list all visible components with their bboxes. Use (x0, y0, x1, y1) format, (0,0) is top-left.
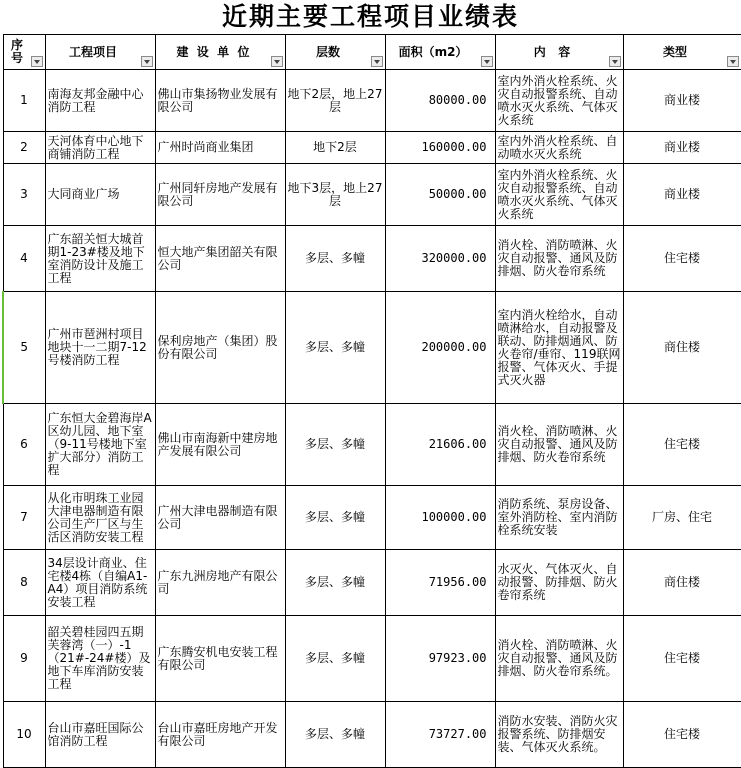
cell-area[interactable]: 80000.00 (385, 70, 495, 132)
cell-client[interactable]: 广州大津电器制造有限公司 (155, 486, 285, 550)
cell-client[interactable]: 广东腾安机电安装工程有限公司 (155, 616, 285, 702)
cell-content[interactable]: 消火栓、消防喷淋、火灾自动报警、通风及防排烟、防火卷帘系统 (495, 226, 623, 292)
cell-floors[interactable]: 多层、多幢 (285, 550, 385, 616)
table-row (3, 616, 741, 702)
cell-content[interactable]: 消防水安装、消防火灾报警系统、防排烟安装、气体灭火系统。 (495, 702, 623, 768)
cell-type[interactable]: 住宅楼 (623, 616, 741, 702)
cell-area[interactable]: 21606.00 (385, 404, 495, 486)
table-row (3, 226, 741, 292)
cell-type[interactable]: 商业楼 (623, 164, 741, 226)
cell-no[interactable]: 5 (3, 292, 45, 404)
cell-area[interactable]: 97923.00 (385, 616, 495, 702)
header-project: 工程项目 (45, 35, 155, 70)
filter-dropdown-icon[interactable] (141, 56, 153, 67)
cell-no[interactable]: 9 (3, 616, 45, 702)
cell-area[interactable]: 73727.00 (385, 702, 495, 768)
cell-floors[interactable]: 多层、多幢 (285, 292, 385, 404)
cell-client[interactable]: 保利房地产（集团）股份有限公司 (155, 292, 285, 404)
cell-content[interactable]: 室内消火栓给水，自动喷淋给水，自动报警及联动、防排烟通风、防火卷帘/垂帘、119联网报警、气体灭火、手提式灭火器 (495, 292, 623, 404)
cell-content[interactable]: 消防系统、泵房设备、室外消防栓、室内消防栓系统安装 (495, 486, 623, 550)
cell-project[interactable]: 从化市明珠工业园大津电器制造有限公司生产厂区与生活区消防安装工程 (45, 486, 155, 550)
table-row (3, 702, 741, 768)
header-client: 建 设 单 位 (155, 35, 285, 70)
cell-type[interactable]: 商业楼 (623, 70, 741, 132)
cell-project[interactable]: 广州市琶洲村项目地块十一二期7-12号楼消防工程 (45, 292, 155, 404)
cell-client[interactable]: 佛山市集扬物业发展有限公司 (155, 70, 285, 132)
cell-client[interactable]: 恒大地产集团韶关有限公司 (155, 226, 285, 292)
filter-dropdown-icon[interactable] (31, 56, 43, 67)
cell-content[interactable]: 消火栓、消防喷淋、火灾自动报警、通风及防排烟、防火卷帘系统。 (495, 616, 623, 702)
filter-dropdown-icon[interactable] (727, 56, 739, 67)
cell-project[interactable]: 韶关碧桂园四五期芙蓉湾（一）-1（21#-24#楼）及地下车库消防安装工程 (45, 616, 155, 702)
cell-floors[interactable]: 多层、多幢 (285, 702, 385, 768)
cell-type[interactable]: 商业楼 (623, 132, 741, 164)
header-floors: 层数 (285, 35, 385, 70)
cell-project[interactable]: 天河体育中心地下商铺消防工程 (45, 132, 155, 164)
table-row (3, 550, 741, 616)
cell-content[interactable]: 室内外消火栓系统、火灾自动报警系统、自动喷水灭火系统、气体灭火系统 (495, 164, 623, 226)
cell-client[interactable]: 台山市嘉旺房地产开发有限公司 (155, 702, 285, 768)
cell-area[interactable]: 320000.00 (385, 226, 495, 292)
cell-no[interactable]: 7 (3, 486, 45, 550)
cell-type[interactable]: 商住楼 (623, 550, 741, 616)
cell-content[interactable]: 室内外消火栓系统、自动喷水灭火系统 (495, 132, 623, 164)
header-content: 内 容 (495, 35, 623, 70)
cell-client[interactable]: 佛山市南海新中建房地产发展有限公司 (155, 404, 285, 486)
cell-client[interactable]: 广州时尚商业集团 (155, 132, 285, 164)
cell-floors[interactable]: 地下3层，地上27层 (285, 164, 385, 226)
cell-area[interactable]: 50000.00 (385, 164, 495, 226)
cell-project[interactable]: 广东恒大金碧海岸A区幼儿园、地下室（9-11号楼地下室扩大部分）消防工程 (45, 404, 155, 486)
cell-content[interactable]: 水灭火、气体灭火、自动报警、防排烟、防火卷帘系统 (495, 550, 623, 616)
cell-client[interactable]: 广州同轩房地产发展有限公司 (155, 164, 285, 226)
filter-dropdown-icon[interactable] (371, 56, 383, 67)
header-type: 类型 (623, 35, 741, 70)
cell-floors[interactable]: 地下2层 (285, 132, 385, 164)
cell-area[interactable]: 200000.00 (385, 292, 495, 404)
cell-project[interactable]: 广东韶关恒大城首期1-23#楼及地下室消防设计及施工工程 (45, 226, 155, 292)
cell-floors[interactable]: 多层、多幢 (285, 486, 385, 550)
cell-project[interactable]: 台山市嘉旺国际公馆消防工程 (45, 702, 155, 768)
cell-area[interactable]: 100000.00 (385, 486, 495, 550)
cell-type[interactable]: 厂房、住宅 (623, 486, 741, 550)
cell-content[interactable]: 消火栓、消防喷淋、火灾自动报警、通风及防排烟、防火卷帘系统 (495, 404, 623, 486)
table-row (3, 404, 741, 486)
cell-no[interactable]: 10 (3, 702, 45, 768)
header-area: 面积（m2） (385, 35, 495, 70)
cell-no[interactable]: 1 (3, 70, 45, 132)
table-row (3, 486, 741, 550)
cell-no[interactable]: 2 (3, 132, 45, 164)
cell-type[interactable]: 住宅楼 (623, 226, 741, 292)
table-row (3, 132, 741, 164)
cell-content[interactable]: 室内外消火栓系统、火灾自动报警系统、自动喷水灭火系统、气体灭火系统 (495, 70, 623, 132)
table-row (3, 292, 741, 404)
header-no: 序号 (3, 35, 45, 70)
cell-type[interactable]: 商住楼 (623, 292, 741, 404)
cell-area[interactable]: 160000.00 (385, 132, 495, 164)
cell-client[interactable]: 广东九洲房地产有限公司 (155, 550, 285, 616)
cell-area[interactable]: 71956.00 (385, 550, 495, 616)
cell-project[interactable]: 大同商业广场 (45, 164, 155, 226)
cell-no[interactable]: 8 (3, 550, 45, 616)
filter-dropdown-icon[interactable] (609, 56, 621, 67)
cell-project[interactable]: 南海友邦金融中心消防工程 (45, 70, 155, 132)
filter-dropdown-icon[interactable] (271, 56, 283, 67)
cell-floors[interactable]: 多层、多幢 (285, 404, 385, 486)
cell-type[interactable]: 住宅楼 (623, 702, 741, 768)
projects-table (2, 34, 741, 768)
filter-dropdown-icon[interactable] (481, 56, 493, 67)
page-title: 近期主要工程项目业绩表 (221, 2, 519, 31)
header-row (3, 35, 741, 70)
cell-no[interactable]: 3 (3, 164, 45, 226)
cell-floors[interactable]: 地下2层，地上27层 (285, 70, 385, 132)
cell-type[interactable]: 住宅楼 (623, 404, 741, 486)
cell-no[interactable]: 4 (3, 226, 45, 292)
table-row (3, 70, 741, 132)
table-row (3, 164, 741, 226)
cell-floors[interactable]: 多层、多幢 (285, 616, 385, 702)
cell-no[interactable]: 6 (3, 404, 45, 486)
cell-floors[interactable]: 多层、多幢 (285, 226, 385, 292)
cell-project[interactable]: 34层设计商业、住宅楼4栋（自编A1-A4）项目消防系统安装工程 (45, 550, 155, 616)
